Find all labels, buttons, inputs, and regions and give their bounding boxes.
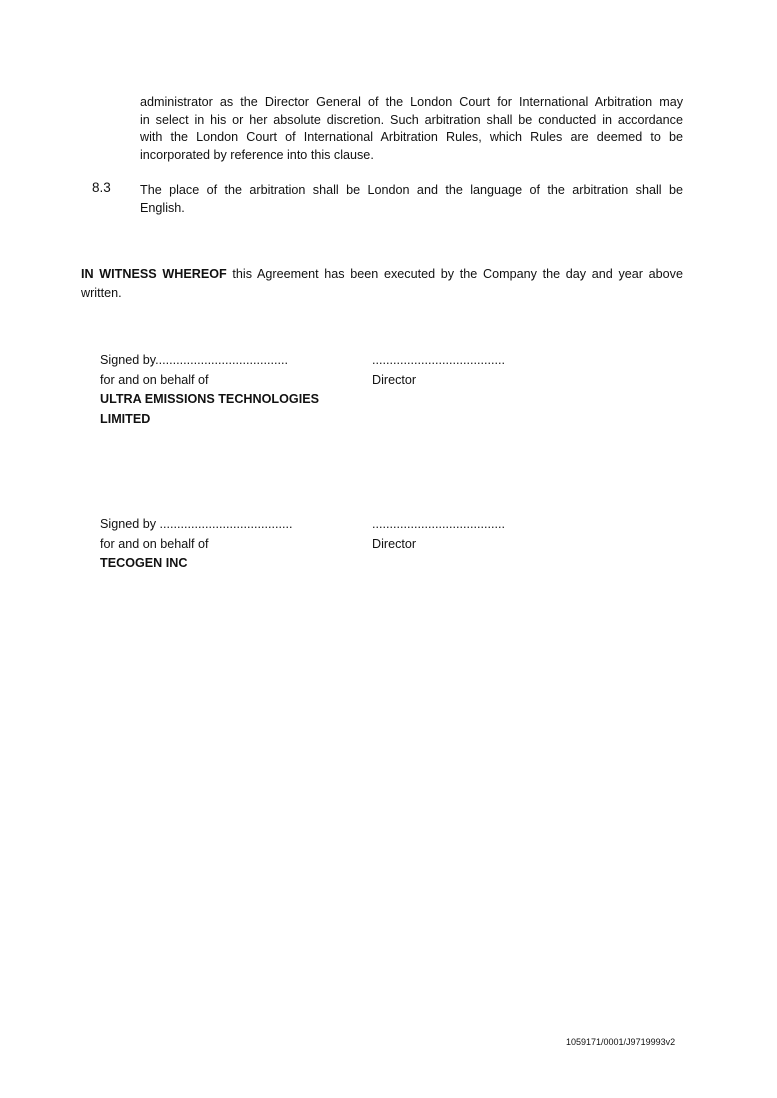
clause-line: English. bbox=[140, 200, 185, 215]
witness-clause bbox=[81, 265, 683, 303]
clause-8-3 bbox=[140, 182, 683, 217]
witness-heading: IN WITNESS WHEREOF bbox=[81, 267, 227, 281]
witness-line-2: written. bbox=[81, 286, 122, 300]
clause-line: administrator as the Director General of the London Court for International Arbitration may bbox=[140, 95, 683, 109]
clause-line: The place of the arbitration shall be London and the language of the arbitration shall be bbox=[140, 183, 683, 197]
company-name: TECOGEN INC bbox=[100, 556, 188, 570]
witness-line-1 bbox=[81, 265, 683, 284]
on-behalf-label: for and on behalf of bbox=[100, 372, 209, 387]
signature-block-company-1 bbox=[100, 351, 319, 429]
director-signature-line: ...................................... bbox=[372, 517, 505, 531]
on-behalf-label: for and on behalf of bbox=[100, 536, 209, 551]
clause-number: 8.3 bbox=[92, 180, 111, 195]
clause-line: in select in his or her absolute discretion. Such arbitration shall be conducted in accordance bbox=[140, 112, 683, 127]
signed-by-line: Signed by...................................... bbox=[100, 353, 289, 367]
director-signature-line: ...................................... bbox=[372, 353, 505, 367]
company-name: LIMITED bbox=[100, 411, 151, 426]
director-block-2 bbox=[372, 515, 505, 554]
signed-by-line: Signed by ...................................... bbox=[100, 517, 293, 531]
director-label: Director bbox=[372, 536, 417, 551]
clause-8-2-continuation bbox=[140, 94, 683, 164]
witness-text: this Agreement has been executed by the Company the day and year above bbox=[226, 267, 683, 281]
signature-block-company-2 bbox=[100, 515, 292, 574]
clause-line: with the London Court of International Arbitration Rules, which Rules are deemed to be bbox=[140, 130, 683, 144]
company-name: ULTRA EMISSIONS TECHNOLOGIES bbox=[100, 392, 320, 406]
director-block-1 bbox=[372, 351, 505, 390]
clause-line: incorporated by reference into this clause. bbox=[140, 147, 374, 162]
document-reference: 1059171/0001/J9719993v2 bbox=[566, 1037, 676, 1047]
director-label: Director bbox=[372, 372, 417, 387]
